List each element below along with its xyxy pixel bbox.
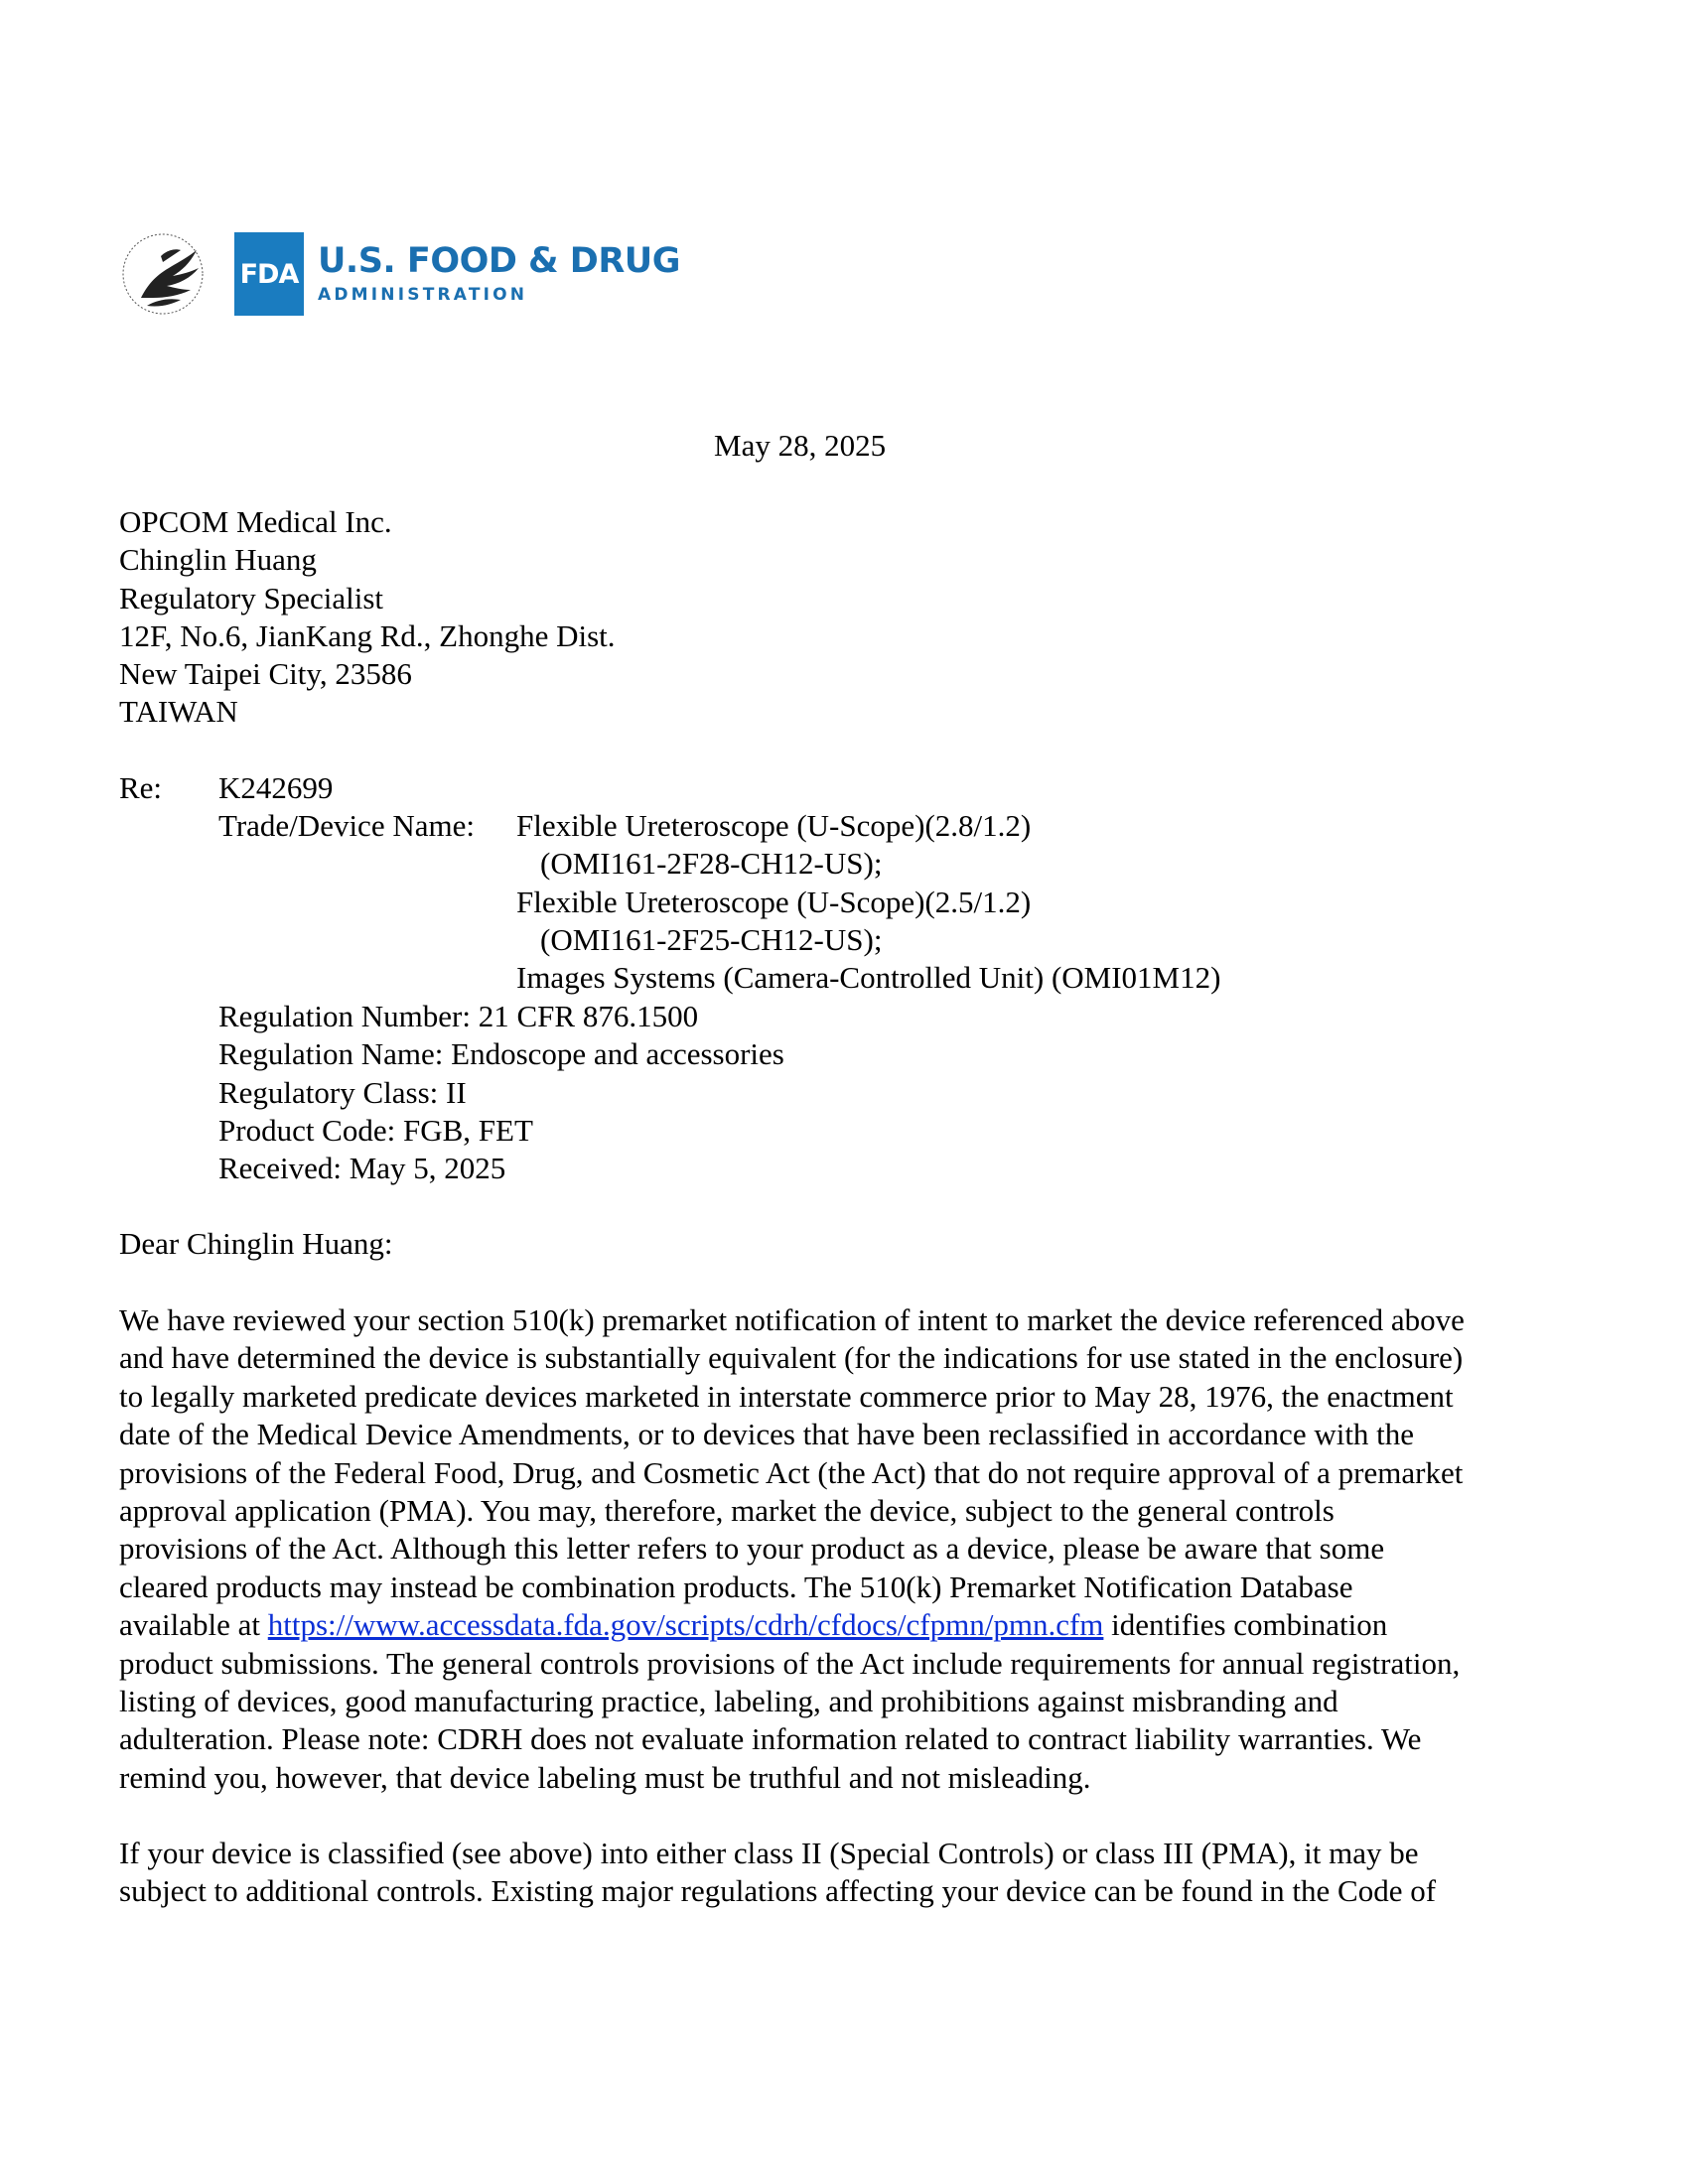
re-label: Re: [119,770,163,805]
salutation: Dear Chinglin Huang: [119,1226,393,1261]
link-suffix: identifies combination [1103,1607,1388,1643]
paragraph-line: product submissions. The general controls provisions of the Act include requirements for annual registration, [119,1645,1461,1681]
paragraph-line: cleared products may instead be combination products. The 510(k) Premarket Notification Database [119,1569,1353,1604]
paragraph-line-with-link [119,1606,1465,1644]
body-paragraph-1 [119,1301,1465,1797]
recipient-city: New Taipei City, 23586 [119,656,412,692]
recipient-company: OPCOM Medical Inc. [119,504,392,539]
regulatory-class: Regulatory Class: II [218,1074,467,1110]
agency-subtitle: ADMINISTRATION [318,285,528,305]
device-name-list [516,807,1220,997]
device-line: Flexible Ureteroscope (U-Scope)(2.5/1.2) [516,884,1032,919]
paragraph-line: subject to additional controls. Existing major regulations affecting your device can be found in the Code of [119,1873,1437,1909]
paragraph-line: adulteration. Please note: CDRH does not evaluate information related to contract liability warranties. We [119,1721,1422,1757]
recipient-street: 12F, No.6, JianKang Rd., Zhonghe Dist. [119,617,616,653]
body-paragraph-2 [119,1835,1436,1911]
link-prefix: available at [119,1607,268,1643]
recipient-address [119,503,616,732]
paragraph-line: date of the Medical Device Amendments, or to devices that have been reclassified in accordance with the [119,1417,1415,1452]
paragraph-line: approval application (PMA). You may, therefore, market the device, subject to the general controls [119,1492,1335,1528]
regulation-details [218,998,784,1187]
agency-name-block [318,241,680,307]
agency-name: U.S. FOOD & DRUG [318,241,680,281]
regulation-number: Regulation Number: 21 CFR 876.1500 [218,999,699,1033]
paragraph-line: remind you, however, that device labeling must be truthful and not misleading. [119,1759,1091,1795]
pmn-database-link[interactable]: https://www.accessdata.fda.gov/scripts/cdrh/cfdocs/cfpmn/pmn.cfm [267,1607,1104,1643]
device-line: Flexible Ureteroscope (U-Scope)(2.8/1.2) [516,808,1032,843]
fda-logo [117,228,680,320]
received-date: Received: May 5, 2025 [218,1151,506,1186]
hhs-seal-icon [117,228,216,320]
device-line: (OMI161-2F25-CH12-US); [540,921,883,957]
product-code: Product Code: FGB, FET [218,1112,533,1148]
device-line: (OMI161-2F28-CH12-US); [540,846,883,882]
fda-mark-box [234,232,304,316]
paragraph-line: If your device is classified (see above) into either class II (Special Controls) or class III (PMA), it may be [119,1836,1419,1870]
paragraph-line: provisions of the Federal Food, Drug, and Cosmetic Act (the Act) that do not require approval of a premarket [119,1454,1464,1490]
recipient-name: Chinglin Huang [119,542,317,578]
letter-date: May 28, 2025 [714,428,887,463]
paragraph-line: listing of devices, good manufacturing practice, labeling, and prohibitions against misbranding and [119,1683,1338,1718]
device-name-label: Trade/Device Name: [218,808,475,843]
fda-mark: FDA [239,258,299,290]
re-number: K242699 [218,770,334,805]
paragraph-line: and have determined the device is substantially equivalent (for the indications for use stated in the enclosure) [119,1340,1464,1376]
paragraph-line: We have reviewed your section 510(k) premarket notification of intent to market the device referenced above [119,1302,1465,1337]
recipient-country: TAIWAN [119,694,238,730]
paragraph-line: provisions of the Act. Although this letter refers to your product as a device, please be aware that some [119,1531,1385,1567]
recipient-title: Regulatory Specialist [119,580,384,615]
device-line: Images Systems (Camera-Controlled Unit) (OMI01M12) [516,960,1221,996]
paragraph-line: to legally marketed predicate devices marketed in interstate commerce prior to May 28, 1976, the enactment [119,1378,1454,1414]
regulation-name: Regulation Name: Endoscope and accessories [218,1036,784,1072]
